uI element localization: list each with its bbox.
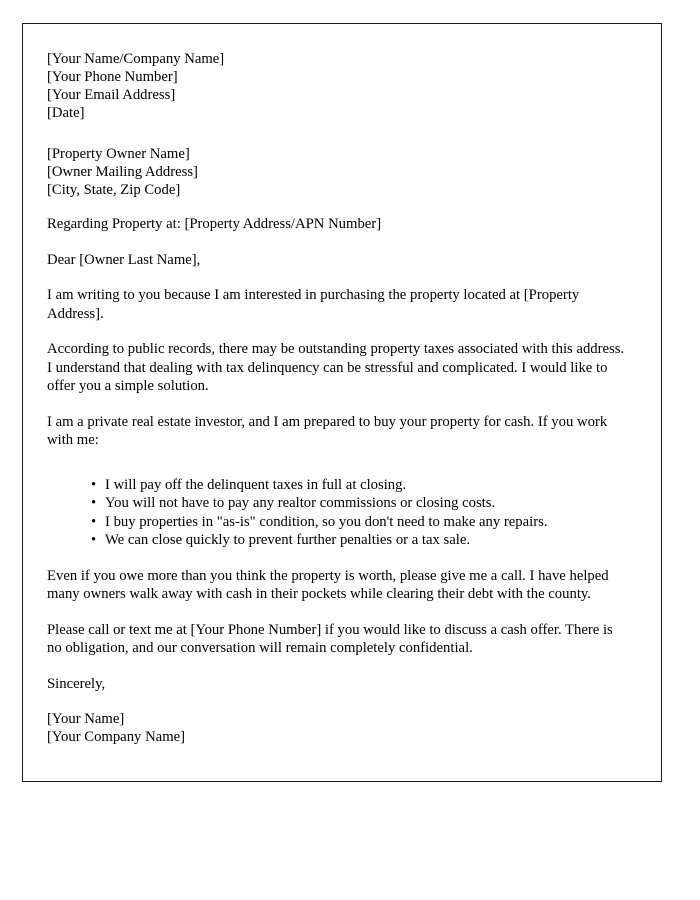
recipient-line-name: [Property Owner Name]	[47, 146, 190, 162]
letter-body	[23, 24, 661, 746]
paragraph-investor-offer: I am a private real estate investor, and I am prepared to buy your property for cash. If you work with me:	[47, 413, 608, 448]
sender-line-name: [Your Name/Company Name]	[47, 51, 225, 67]
paragraph-reassurance: Even if you owe more than you think the property is worth, please give me a call. I have helped many owners walk away with cash in their pockets while clearing their debt with the county.	[47, 567, 609, 602]
benefits-list	[47, 476, 631, 550]
list-item: • I will pay off the delinquent taxes in full at closing.	[91, 476, 631, 495]
letter-page	[22, 23, 662, 782]
list-item: • I buy properties in "as-is" condition, so you don't need to make any repairs.	[91, 513, 631, 532]
recipient-line-address: [Owner Mailing Address]	[47, 164, 198, 180]
list-item: • You will not have to pay any realtor commissions or closing costs.	[91, 494, 631, 513]
list-spacer	[47, 467, 631, 476]
block-spacer	[47, 138, 631, 145]
recipient-line-city-state-zip: [City, State, Zip Code]	[47, 182, 181, 198]
subject-line: Regarding Property at: [Property Address/APN Number]	[47, 216, 382, 232]
signature-line-name: [Your Name]	[47, 711, 125, 727]
recipient-address-block	[47, 145, 631, 199]
paragraph-call-to-action: Please call or text me at [Your Phone Number] if you would like to discuss a cash offer. There is no obligation, and our conversation will remain completely confidential.	[47, 621, 613, 656]
signature-line-company: [Your Company Name]	[47, 729, 186, 745]
paragraph-public-records: According to public records, there may be outstanding property taxes associated with this address. I understand that dealing with tax delinquency can be stressful and complicated. I would like to offer you a simple solution.	[47, 341, 625, 394]
sender-line-date: [Date]	[47, 105, 85, 121]
sender-line-phone: [Your Phone Number]	[47, 69, 178, 85]
list-item: • We can close quickly to prevent further penalties or a tax sale.	[91, 531, 631, 550]
sender-address-block	[47, 50, 631, 122]
signature-block	[47, 710, 631, 746]
salutation: Dear [Owner Last Name],	[47, 251, 201, 268]
sender-line-email: [Your Email Address]	[47, 87, 176, 103]
paragraph-intro: I am writing to you because I am interested in purchasing the property located at [Property Address].	[47, 287, 580, 322]
sign-off: Sincerely,	[47, 675, 106, 692]
